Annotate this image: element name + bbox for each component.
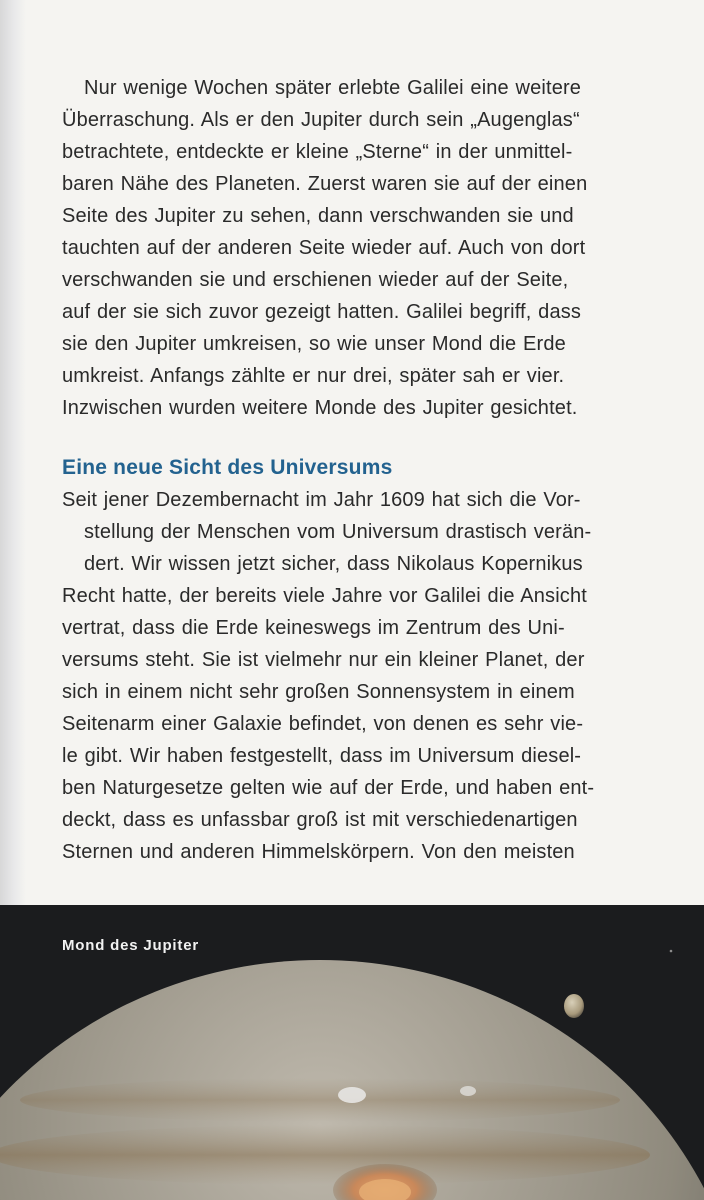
star-dot xyxy=(670,950,673,953)
text-line: stellung der Menschen vom Universum drastisch verän- xyxy=(84,521,592,543)
image-caption: Mond des Jupiter xyxy=(62,937,199,954)
text-line: le gibt. Wir haben festgestellt, dass im Universum diesel- xyxy=(62,745,582,767)
jupiter-band xyxy=(0,1125,650,1185)
moon-of-jupiter xyxy=(564,994,584,1018)
text-line: dert. Wir wissen jetzt sicher, dass Nikolaus Kopernikus xyxy=(84,553,583,575)
text-line: versums steht. Sie ist vielmehr nur ein kleiner Planet, der xyxy=(62,649,585,671)
section-heading: Eine neue Sicht des Universums xyxy=(62,456,393,479)
jupiter-white-oval xyxy=(338,1087,366,1103)
text-line: Seite des Jupiter zu sehen, dann verschwanden sie und xyxy=(62,205,574,227)
paragraph-universe-view xyxy=(62,484,618,868)
text-line: vertrat, dass die Erde keineswegs im Zentrum des Uni- xyxy=(62,617,565,639)
jupiter-white-oval xyxy=(460,1086,476,1096)
text-line: deckt, dass es unfassbar groß ist mit verschiedenartigen xyxy=(62,809,578,831)
text-line: Seitenarm einer Galaxie befindet, von denen es sehr vie- xyxy=(62,713,584,735)
text-line: Recht hatte, der bereits viele Jahre vor Galilei die Ansicht xyxy=(62,585,587,607)
text-line: auf der sie sich zuvor gezeigt hatten. Galilei begriff, dass xyxy=(62,301,582,323)
paragraph-jupiter-moons xyxy=(62,72,618,424)
text-line: Nur wenige Wochen später erlebte Galilei eine weitere xyxy=(84,77,582,99)
text-line: sie den Jupiter umkreisen, so wie unser Mond die Erde xyxy=(62,333,566,355)
text-line: betrachtete, entdeckte er kleine „Sterne“ in der unmittel- xyxy=(62,141,573,163)
text-line: Seit jener Dezembernacht im Jahr 1609 hat sich die Vor- xyxy=(62,489,581,511)
jupiter-photo xyxy=(0,905,704,1200)
text-line: baren Nähe des Planeten. Zuerst waren sie auf der einen xyxy=(62,173,588,195)
text-line: ben Naturgesetze gelten wie auf der Erde, und haben ent- xyxy=(62,777,595,799)
jupiter-band xyxy=(20,1078,620,1122)
text-line: tauchten auf der anderen Seite wieder auf. Auch von dort xyxy=(62,237,586,259)
text-line: verschwanden sie und erschienen wieder auf der Seite, xyxy=(62,269,569,291)
text-line: umkreist. Anfangs zählte er nur drei, später sah er vier. xyxy=(62,365,565,387)
text-line: sich in einem nicht sehr großen Sonnensystem in einem xyxy=(62,681,575,703)
text-line: Überraschung. Als er den Jupiter durch sein „Augenglas“ xyxy=(62,109,580,131)
page-gutter-shadow xyxy=(0,0,26,905)
text-line: Inzwischen wurden weitere Monde des Jupiter gesichtet. xyxy=(62,397,578,419)
text-line: Sternen und anderen Himmelskörpern. Von den meisten xyxy=(62,841,575,863)
